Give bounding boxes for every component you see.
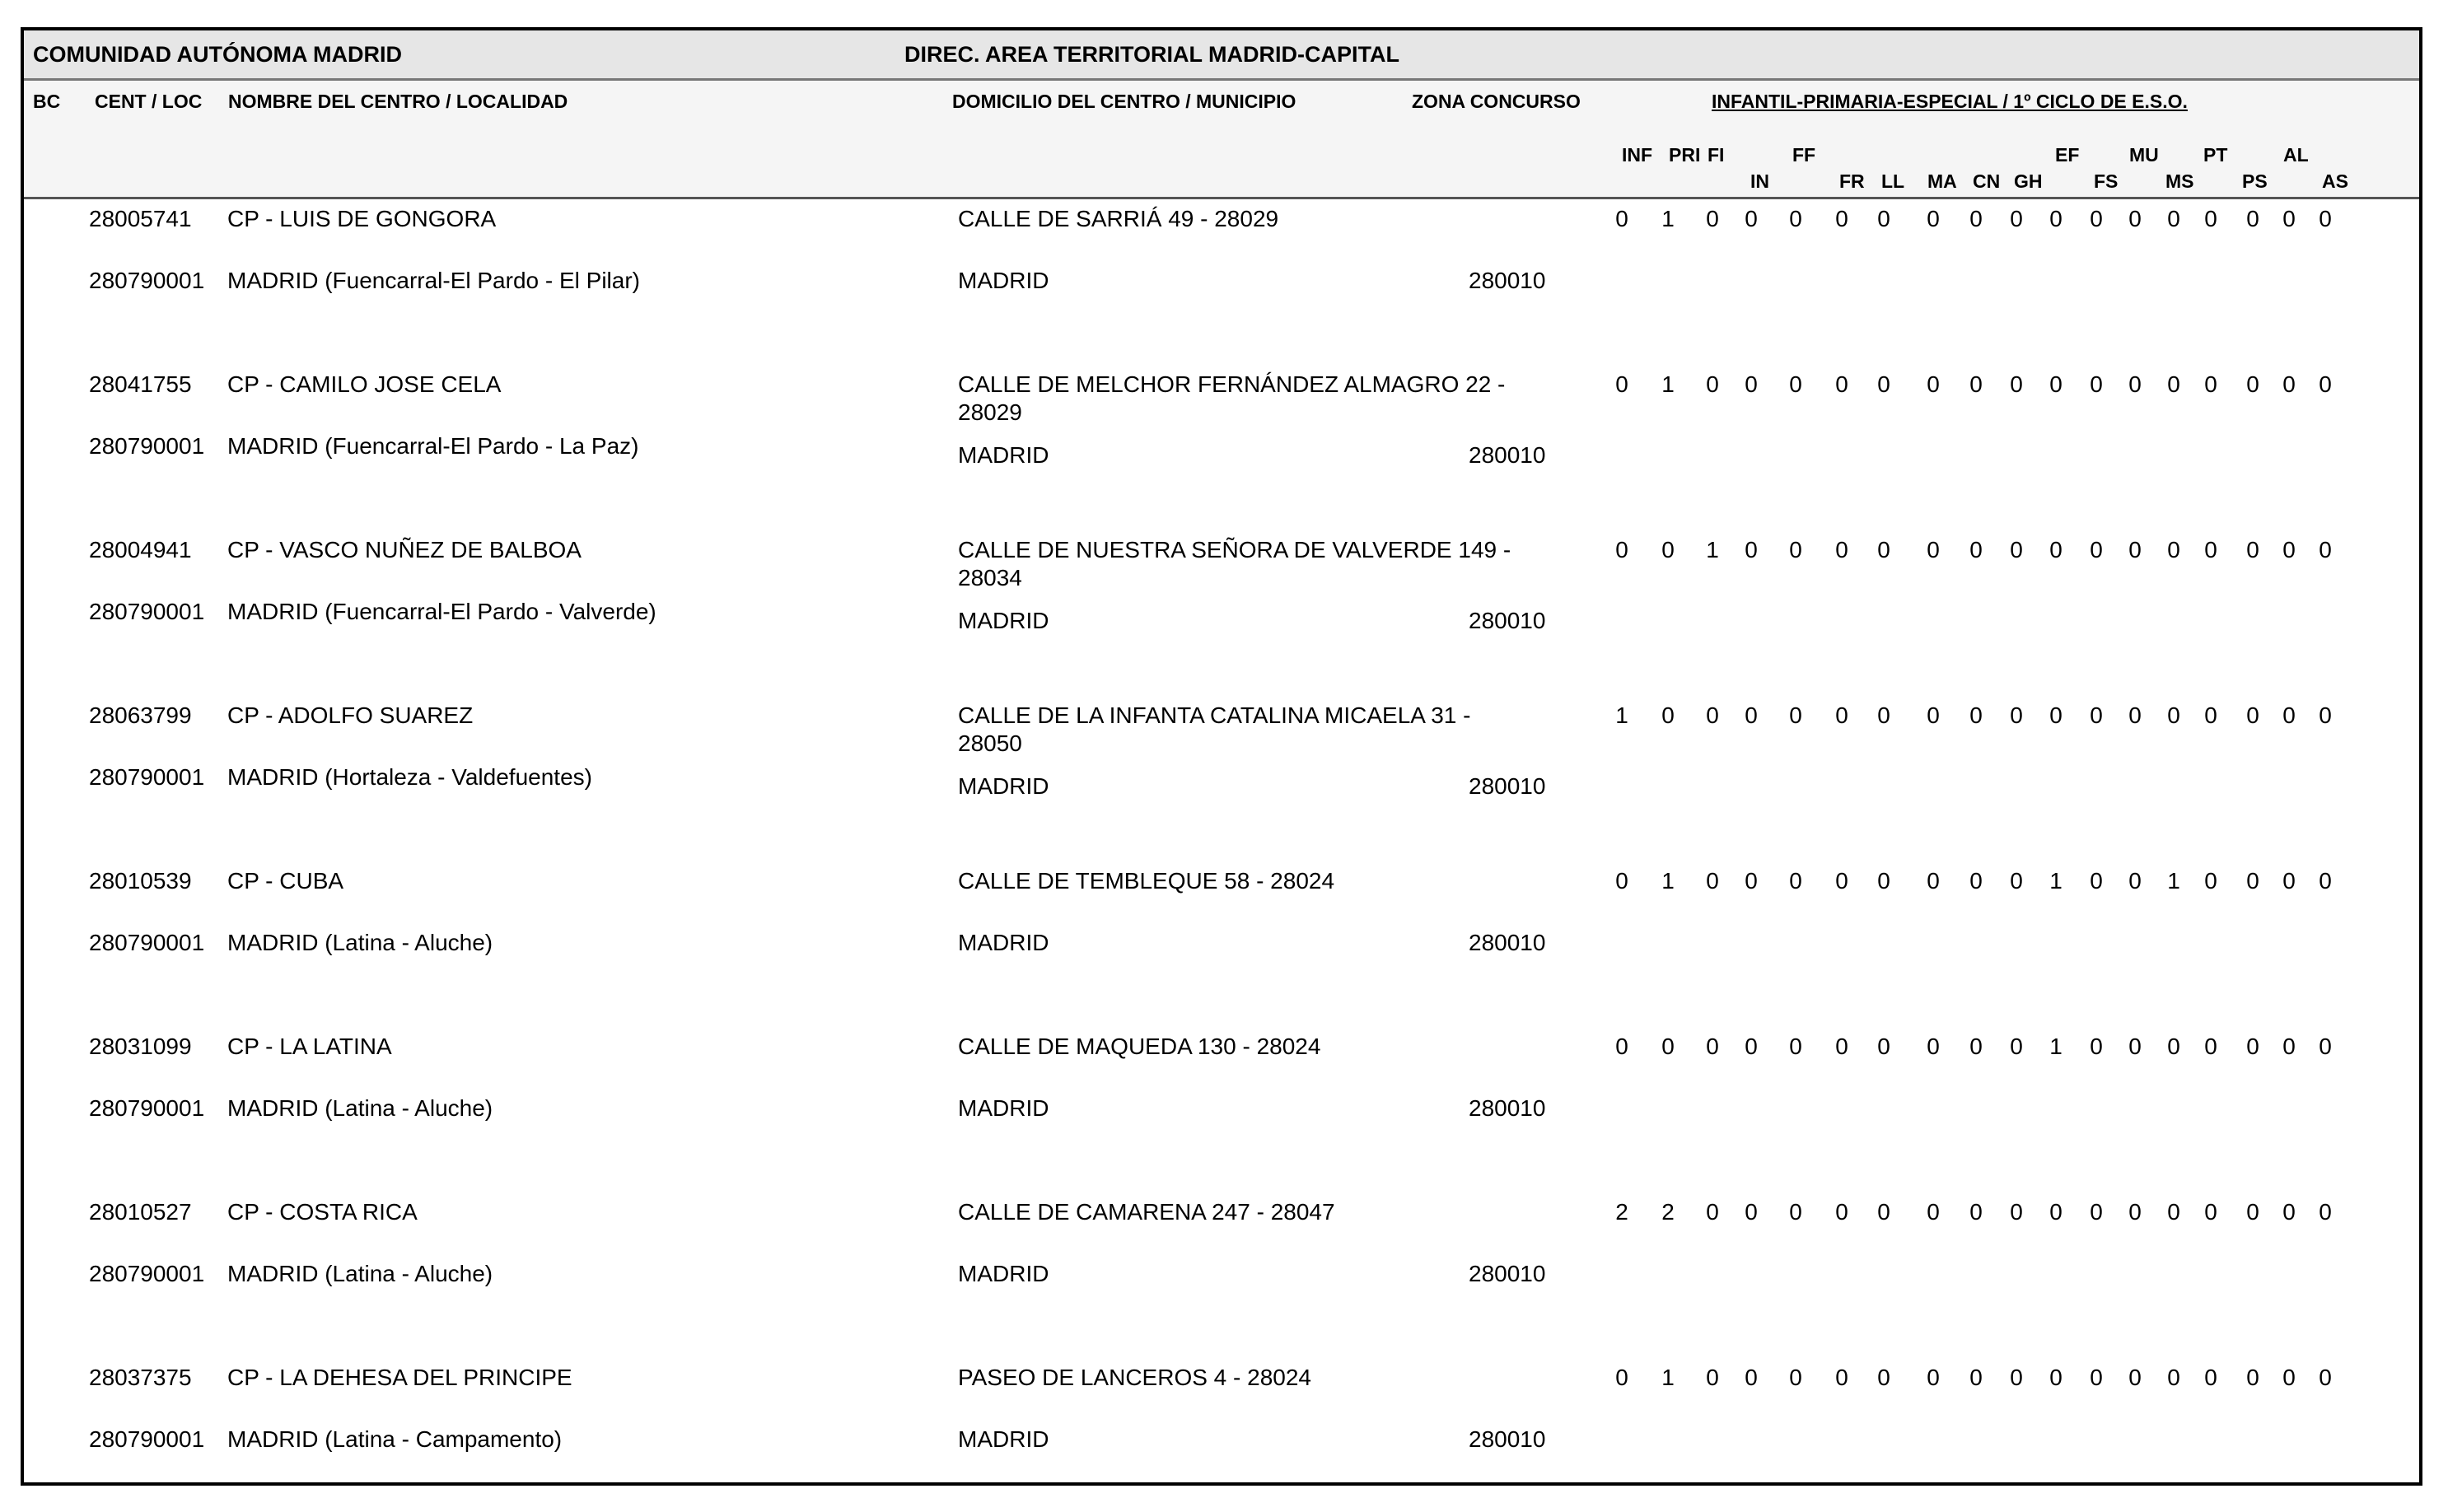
vacancy-count: 0 <box>1835 537 1848 562</box>
zone-code: 280010 <box>1469 442 1546 468</box>
vacancy-count: 0 <box>2128 537 2142 562</box>
center-address-line: CALLE DE MELCHOR FERNÁNDEZ ALMAGRO 22 - <box>958 371 1506 397</box>
vacancy-count: 0 <box>1789 868 1802 894</box>
vacancy-count: 0 <box>2319 1199 2332 1225</box>
vacancy-count: 0 <box>2090 537 2103 562</box>
vacancy-count: 0 <box>2090 1365 2103 1390</box>
locality-code: 280790001 <box>89 930 205 955</box>
vacancy-count: 0 <box>1706 371 1719 397</box>
region-title: COMUNIDAD AUTÓNOMA MADRID <box>33 42 402 67</box>
vacancy-count: 1 <box>1615 702 1628 728</box>
vacancy-count: 0 <box>1706 1365 1719 1390</box>
zone-code: 280010 <box>1469 268 1546 293</box>
vacancy-count: 0 <box>2319 206 2332 231</box>
vacancy-count: 0 <box>2128 1199 2142 1225</box>
vacancy-count: 0 <box>1877 868 1890 894</box>
vacancy-count: 0 <box>2246 371 2259 397</box>
document-sheet <box>21 27 2422 1486</box>
center-address-line: CALLE DE MAQUEDA 130 - 28024 <box>958 1034 1321 1059</box>
center-entry <box>24 371 2419 537</box>
center-entry <box>24 868 2419 1034</box>
center-address-line: CALLE DE LA INFANTA CATALINA MICAELA 31 - <box>958 702 1471 728</box>
vacancy-count: 0 <box>2090 702 2103 728</box>
vacancy-count: 1 <box>2049 868 2063 894</box>
center-name: CP - COSTA RICA <box>227 1199 418 1225</box>
specialty-label: FF <box>1792 144 1816 166</box>
direction-title: DIREC. AREA TERRITORIAL MADRID-CAPITAL <box>904 42 1399 67</box>
vacancy-count: 0 <box>1789 702 1802 728</box>
col-nombre: NOMBRE DEL CENTRO / LOCALIDAD <box>228 91 568 112</box>
vacancy-count: 0 <box>2204 537 2217 562</box>
specialty-label: AL <box>2283 144 2309 166</box>
vacancy-count: 0 <box>2010 206 2023 231</box>
locality-name: MADRID (Latina - Campamento) <box>227 1426 563 1452</box>
vacancy-count: 0 <box>2010 371 2023 397</box>
vacancy-count: 0 <box>2167 1034 2180 1059</box>
vacancy-count: 1 <box>1661 206 1675 231</box>
vacancy-count: 0 <box>2049 537 2063 562</box>
locality-name: MADRID (Latina - Aluche) <box>227 1095 493 1121</box>
zone-code: 280010 <box>1469 930 1546 955</box>
locality-name: MADRID (Hortaleza - Valdefuentes) <box>227 764 592 790</box>
locality-code: 280790001 <box>89 764 205 790</box>
vacancy-count: 0 <box>1706 868 1719 894</box>
center-name: CP - VASCO NUÑEZ DE BALBOA <box>227 537 582 562</box>
center-address-line: 28029 <box>958 399 1022 425</box>
col-group: INFANTIL-PRIMARIA-ESPECIAL / 1º CICLO DE E.S.O. <box>1712 91 2188 112</box>
vacancy-count: 0 <box>2246 702 2259 728</box>
specialty-label: FR <box>1839 170 1865 192</box>
vacancy-count: 0 <box>1835 702 1848 728</box>
vacancy-count: 0 <box>1835 1199 1848 1225</box>
vacancy-count: 0 <box>2204 868 2217 894</box>
locality-code: 280790001 <box>89 599 205 624</box>
vacancy-count: 0 <box>1969 537 1983 562</box>
vacancy-count: 0 <box>1706 702 1719 728</box>
municipality: MADRID <box>958 773 1049 799</box>
specialty-label: EF <box>2055 144 2080 166</box>
vacancy-count: 0 <box>1745 537 1758 562</box>
zone-code: 280010 <box>1469 1095 1546 1121</box>
vacancy-count: 0 <box>2167 537 2180 562</box>
vacancy-count: 0 <box>1969 868 1983 894</box>
center-address-line: 28034 <box>958 565 1022 590</box>
municipality: MADRID <box>958 268 1049 293</box>
vacancy-count: 0 <box>2204 371 2217 397</box>
vacancy-count: 0 <box>1927 206 1940 231</box>
vacancy-count: 0 <box>1706 1034 1719 1059</box>
vacancy-count: 0 <box>1835 371 1848 397</box>
vacancy-count: 0 <box>2010 702 2023 728</box>
specialty-label: INF <box>1622 144 1653 166</box>
vacancy-count: 0 <box>1835 868 1848 894</box>
vacancy-count: 0 <box>2128 1034 2142 1059</box>
center-name: CP - LA DEHESA DEL PRINCIPE <box>227 1365 572 1390</box>
vacancy-count: 0 <box>2090 1034 2103 1059</box>
center-name: CP - CUBA <box>227 868 344 894</box>
specialty-label: PS <box>2242 170 2268 192</box>
vacancy-count: 0 <box>2010 1365 2023 1390</box>
vacancy-count: 0 <box>1789 371 1802 397</box>
vacancy-count: 0 <box>2167 1365 2180 1390</box>
vacancy-count: 0 <box>2282 868 2296 894</box>
vacancy-count: 0 <box>1877 1365 1890 1390</box>
specialty-label: FI <box>1708 144 1725 166</box>
specialty-label: PRI <box>1669 144 1701 166</box>
vacancy-count: 0 <box>1927 1365 1940 1390</box>
vacancy-count: 0 <box>1835 1034 1848 1059</box>
vacancy-count: 0 <box>2049 702 2063 728</box>
vacancy-count: 0 <box>2167 371 2180 397</box>
center-entry <box>24 537 2419 702</box>
specialty-label: PT <box>2203 144 2228 166</box>
vacancy-count: 0 <box>1835 1365 1848 1390</box>
col-bc: BC <box>33 91 61 112</box>
vacancy-count: 0 <box>1615 206 1628 231</box>
vacancy-count: 0 <box>2282 1199 2296 1225</box>
vacancy-count: 0 <box>1615 371 1628 397</box>
vacancy-count: 1 <box>2049 1034 2063 1059</box>
vacancy-count: 0 <box>1877 1034 1890 1059</box>
vacancy-count: 0 <box>2319 537 2332 562</box>
vacancy-count: 0 <box>2204 1199 2217 1225</box>
locality-name: MADRID (Fuencarral-El Pardo - La Paz) <box>227 433 639 459</box>
vacancy-count: 0 <box>1927 702 1940 728</box>
vacancy-count: 0 <box>2282 206 2296 231</box>
vacancy-count: 0 <box>2049 1199 2063 1225</box>
locality-name: MADRID (Fuencarral-El Pardo - El Pilar) <box>227 268 640 293</box>
vacancy-count: 0 <box>2010 1034 2023 1059</box>
center-address-line: CALLE DE CAMARENA 247 - 28047 <box>958 1199 1335 1225</box>
municipality: MADRID <box>958 608 1049 633</box>
vacancy-count: 0 <box>2090 371 2103 397</box>
vacancy-count: 1 <box>1661 1365 1675 1390</box>
locality-code: 280790001 <box>89 1095 205 1121</box>
vacancy-count: 0 <box>1789 537 1802 562</box>
locality-code: 280790001 <box>89 1426 205 1452</box>
col-cent-loc: CENT / LOC <box>95 91 203 112</box>
municipality: MADRID <box>958 1095 1049 1121</box>
specialty-label: MA <box>1927 170 1957 192</box>
vacancy-count: 0 <box>2090 868 2103 894</box>
vacancy-count: 0 <box>2010 537 2023 562</box>
vacancy-count: 0 <box>2049 1365 2063 1390</box>
vacancy-count: 1 <box>1706 537 1719 562</box>
locality-name: MADRID (Latina - Aluche) <box>227 930 493 955</box>
vacancy-count: 0 <box>1745 206 1758 231</box>
locality-code: 280790001 <box>89 433 205 459</box>
center-entry <box>24 1199 2419 1365</box>
zone-code: 280010 <box>1469 1426 1546 1452</box>
vacancy-count: 0 <box>2167 702 2180 728</box>
vacancy-count: 0 <box>2319 1365 2332 1390</box>
vacancy-count: 2 <box>1615 1199 1628 1225</box>
vacancy-count: 0 <box>2204 702 2217 728</box>
specialty-label: FS <box>2094 170 2119 192</box>
center-name: CP - LUIS DE GONGORA <box>227 206 497 231</box>
vacancy-count: 0 <box>1615 1034 1628 1059</box>
vacancy-count: 0 <box>1615 868 1628 894</box>
specialty-label: MS <box>2165 170 2194 192</box>
vacancy-count: 0 <box>1969 702 1983 728</box>
vacancy-count: 0 <box>1745 371 1758 397</box>
vacancy-count: 0 <box>1661 1034 1675 1059</box>
vacancy-count: 0 <box>2246 868 2259 894</box>
col-domicilio: DOMICILIO DEL CENTRO / MUNICIPIO <box>952 91 1296 112</box>
locality-name: MADRID (Fuencarral-El Pardo - Valverde) <box>227 599 656 624</box>
vacancy-count: 0 <box>2049 206 2063 231</box>
vacancy-count: 0 <box>2282 537 2296 562</box>
vacancy-count: 0 <box>2128 702 2142 728</box>
vacancy-count: 0 <box>2128 868 2142 894</box>
vacancy-count: 0 <box>1615 1365 1628 1390</box>
specialty-label: AS <box>2322 170 2348 192</box>
locality-code: 280790001 <box>89 268 205 293</box>
center-address-line: CALLE DE NUESTRA SEÑORA DE VALVERDE 149 - <box>958 537 1511 562</box>
municipality: MADRID <box>958 1426 1049 1452</box>
vacancy-count: 0 <box>2090 206 2103 231</box>
vacancy-count: 0 <box>2246 1034 2259 1059</box>
vacancy-count: 2 <box>1661 1199 1675 1225</box>
specialty-label: LL <box>1881 170 1905 192</box>
vacancy-count: 0 <box>2282 1034 2296 1059</box>
col-zona: ZONA CONCURSO <box>1412 91 1581 112</box>
vacancy-count: 0 <box>2282 371 2296 397</box>
municipality: MADRID <box>958 930 1049 955</box>
vacancy-count: 0 <box>1877 1199 1890 1225</box>
vacancy-count: 0 <box>2319 702 2332 728</box>
vacancy-count: 1 <box>2167 868 2180 894</box>
zone-code: 280010 <box>1469 608 1546 633</box>
vacancy-count: 0 <box>1969 1034 1983 1059</box>
vacancy-count: 0 <box>2204 206 2217 231</box>
center-entry <box>24 1365 2419 1486</box>
center-address-line: 28050 <box>958 730 1022 756</box>
vacancy-count: 0 <box>1835 206 1848 231</box>
vacancy-count: 0 <box>2090 1199 2103 1225</box>
vacancy-count: 0 <box>2319 371 2332 397</box>
vacancy-count: 0 <box>2167 1199 2180 1225</box>
title-bar <box>24 30 2419 81</box>
vacancy-count: 0 <box>2049 371 2063 397</box>
municipality: MADRID <box>958 442 1049 468</box>
vacancy-count: 0 <box>1969 371 1983 397</box>
vacancy-count: 0 <box>2128 1365 2142 1390</box>
center-name: CP - ADOLFO SUAREZ <box>227 702 474 728</box>
vacancy-count: 0 <box>1877 702 1890 728</box>
locality-code: 280790001 <box>89 1261 205 1286</box>
center-address-line: PASEO DE LANCEROS 4 - 28024 <box>958 1365 1311 1390</box>
center-address-line: CALLE DE SARRIÁ 49 - 28029 <box>958 206 1279 231</box>
vacancy-count: 0 <box>2319 868 2332 894</box>
vacancy-count: 0 <box>1745 1034 1758 1059</box>
vacancy-count: 0 <box>1706 206 1719 231</box>
specialty-label: IN <box>1750 170 1769 192</box>
vacancy-count: 0 <box>1969 1199 1983 1225</box>
center-code: 28063799 <box>89 702 192 728</box>
specialty-label: MU <box>2129 144 2159 166</box>
center-name: CP - LA LATINA <box>227 1034 392 1059</box>
vacancy-count: 0 <box>1877 206 1890 231</box>
specialty-label: CN <box>1973 170 2001 192</box>
center-code: 28037375 <box>89 1365 192 1390</box>
center-name: CP - CAMILO JOSE CELA <box>227 371 502 397</box>
vacancy-count: 0 <box>2128 206 2142 231</box>
vacancy-count: 0 <box>2167 206 2180 231</box>
vacancy-count: 0 <box>1969 206 1983 231</box>
vacancy-count: 0 <box>1789 206 1802 231</box>
locality-name: MADRID (Latina - Aluche) <box>227 1261 493 1286</box>
center-entry <box>24 206 2419 371</box>
vacancy-count: 0 <box>2246 1199 2259 1225</box>
vacancy-count: 0 <box>1745 1365 1758 1390</box>
vacancy-count: 0 <box>1877 537 1890 562</box>
vacancy-count: 0 <box>2246 206 2259 231</box>
vacancy-count: 0 <box>2282 1365 2296 1390</box>
vacancy-count: 0 <box>1927 371 1940 397</box>
zone-code: 280010 <box>1469 1261 1546 1286</box>
center-code: 28041755 <box>89 371 192 397</box>
center-code: 28005741 <box>89 206 192 231</box>
vacancy-count: 0 <box>1877 371 1890 397</box>
vacancy-count: 0 <box>1706 1199 1719 1225</box>
vacancy-count: 0 <box>1661 537 1675 562</box>
vacancy-count: 0 <box>1615 537 1628 562</box>
vacancy-count: 0 <box>2204 1034 2217 1059</box>
vacancy-count: 0 <box>1789 1199 1802 1225</box>
center-address-line: CALLE DE TEMBLEQUE 58 - 28024 <box>958 868 1335 894</box>
vacancy-count: 0 <box>2319 1034 2332 1059</box>
vacancy-count: 0 <box>1745 1199 1758 1225</box>
vacancy-count: 1 <box>1661 868 1675 894</box>
vacancy-count: 0 <box>2128 371 2142 397</box>
specialty-label: GH <box>2014 170 2043 192</box>
vacancy-count: 0 <box>2010 868 2023 894</box>
center-code: 28004941 <box>89 537 192 562</box>
vacancy-count: 0 <box>2010 1199 2023 1225</box>
vacancy-count: 0 <box>1745 868 1758 894</box>
center-entry <box>24 702 2419 868</box>
zone-code: 280010 <box>1469 773 1546 799</box>
vacancy-count: 0 <box>2246 1365 2259 1390</box>
center-entry <box>24 1034 2419 1199</box>
vacancy-count: 0 <box>1927 868 1940 894</box>
vacancy-count: 0 <box>1927 1034 1940 1059</box>
center-code: 28010527 <box>89 1199 192 1225</box>
vacancy-count: 0 <box>2246 537 2259 562</box>
municipality: MADRID <box>958 1261 1049 1286</box>
vacancy-count: 0 <box>1745 702 1758 728</box>
vacancy-count: 0 <box>2204 1365 2217 1390</box>
vacancy-count: 0 <box>1927 1199 1940 1225</box>
vacancy-count: 0 <box>1969 1365 1983 1390</box>
center-code: 28031099 <box>89 1034 192 1059</box>
vacancy-count: 0 <box>2282 702 2296 728</box>
column-header <box>24 81 2419 199</box>
vacancy-count: 0 <box>1789 1365 1802 1390</box>
vacancy-count: 0 <box>1661 702 1675 728</box>
vacancy-count: 0 <box>1927 537 1940 562</box>
center-code: 28010539 <box>89 868 192 894</box>
vacancy-count: 0 <box>1789 1034 1802 1059</box>
vacancy-count: 1 <box>1661 371 1675 397</box>
